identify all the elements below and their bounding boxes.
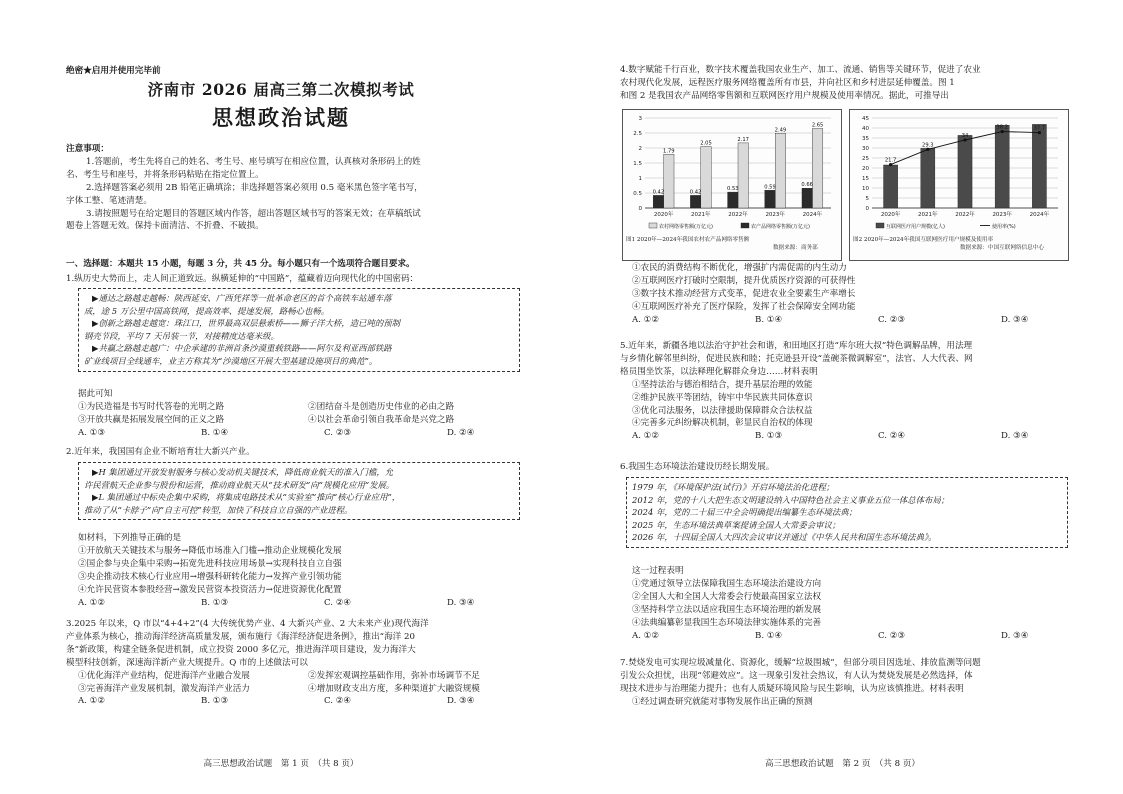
answer-choice: B. ①④ [201, 427, 229, 438]
material-line: 1979 年，《环境保护法(试行)》开启环境法治化进程； [632, 482, 835, 492]
question-6-options [632, 565, 1123, 642]
answer-choice: C. ②③ [324, 427, 352, 438]
question-3-line: 条”新政策，构建全链条促进机制，成立投资 2000 多亿元，推进海洋项目建设，发力海洋大 [66, 644, 416, 655]
notes-line: 字体工整、笔迹清楚。 [66, 195, 152, 206]
answer-choice: D. ③④ [1001, 314, 1029, 325]
bar [995, 125, 1009, 208]
question-4-line: 农村现代化发展，远程医疗服务网络覆盖所有市县，并向社区和乡村进层延伸覆盖。图 1 [620, 77, 955, 88]
secret-label: 绝密★启用并使用完毕前 [66, 66, 161, 76]
material-line: ▶通达之路越走越畅：陕西延安、广西凭祥等一批革命老区的首个高铁车站通车落 [92, 293, 392, 303]
answer-choice: B. ①③ [201, 696, 229, 707]
option: ②全国人大和全国人大常委会行使最高国家立法权 [632, 591, 822, 602]
bar [653, 195, 663, 208]
question-4-line: 和图 2 是我国农产品网络零售额和互联网医疗用户规模及使用率情况。据此，可推导出 [620, 90, 949, 101]
y-tick-label: 10 [862, 186, 869, 192]
option: ③央企推动技术核心行业应用→增强科研转化能力→发挥产业引领功能 [78, 571, 342, 582]
option: ④增加财政支出方度，多种渠道扩大融资规模 [308, 683, 480, 694]
material-line: 许民营航天企业参与股份和运营，推动商业航天从“技术研发”向“规模化应用”发展。 [84, 479, 395, 490]
notes-line: 2.选择题答案必须用 2B 铅笔正确填涂；非选择题答案必须用 0.5 毫米黑色签字笔书写， [86, 182, 423, 193]
question-7-line: 7.焚烧发电可实现垃圾减量化、资源化，缓解“垃圾围城”，但部分项目因选址、排放监测等问题 [620, 658, 981, 668]
option: ①为民造福是书写时代答卷的光明之路 [78, 401, 225, 412]
material-line: 2025 年，生态环境法典草案提请全国人大常委会审议； [632, 519, 841, 530]
legend-label: 农村网络零售额(万亿元) [659, 224, 713, 230]
option: ①坚持法治与德治相结合，提升基层治理的效能 [632, 379, 813, 390]
y-tick-label: 35 [862, 136, 869, 142]
y-tick-label: 20 [862, 166, 869, 172]
data-label: 2.17 [737, 136, 749, 143]
question-6-lead: 这一过程表明 [632, 566, 684, 576]
legend-swatch [649, 223, 657, 228]
data-label: 0.42 [689, 189, 702, 196]
figure-2-plot [850, 110, 1068, 238]
question-5-line: 与乡情化解邻里纠纷，促进民族和睦；托克逊县开设“盖碗茶微调解室”，法官、人大代表、网 [620, 353, 973, 364]
data-label: 34 [961, 133, 969, 139]
material-line: ▶创新之路越走越宽：珠江口，世界最高双层悬索桥——狮子洋大桥，造已吨的预制 [92, 318, 400, 329]
x-tick-label: 2021年 [691, 212, 711, 218]
question-6-material-box [626, 477, 1068, 548]
answer-choice: B. ①③ [201, 597, 229, 608]
answer-choice: D. ②④ [447, 427, 475, 438]
answer-choice: D. ③④ [447, 597, 475, 608]
data-label: 1.79 [663, 148, 675, 155]
section-heading: 一、选择题：本题共 15 小题，每题 3 分，共 45 分。每小题只有一个选项符合题目要求。 [66, 259, 415, 269]
option: ①经过调查研究就能对事物发展作出正确的预测 [632, 696, 813, 707]
figure-2-source: 数据来源：中国互联网络信息中心 [960, 245, 1044, 251]
y-tick-label: 45 [862, 116, 869, 122]
question-3-line: 模型科技创新，深速海洋新产业大规提升。Q 市的上述做法可以 [66, 657, 308, 668]
page-footer: 高三思想政治试题 第 2 页 （共 8 页） [764, 759, 921, 769]
option: ①党通过领导立法保障我国生态环境法治建设方向 [632, 578, 822, 589]
bar [664, 154, 674, 208]
notes-line: 名、考生号和座号，并将条形码粘贴在指定位置上。 [66, 169, 264, 180]
data-label: 0.53 [727, 186, 739, 193]
legend-swatch [876, 223, 884, 228]
option: ③坚持科学立法以适应我国生态环境治理的新发展 [632, 604, 822, 615]
y-tick-label: 30 [862, 146, 869, 152]
data-label: 0.42 [652, 189, 665, 196]
data-label: 38.2 [996, 124, 1008, 131]
y-tick-label: 0 [865, 206, 869, 212]
option: ④完善多元纠纷解决机制，彰显民自治权的体现 [632, 418, 813, 429]
legend-swatch [741, 223, 749, 228]
bar [1032, 124, 1046, 208]
figure-2-chart [849, 109, 1069, 261]
answer-choice: B. ①③ [755, 431, 783, 442]
question-2-lead: 如材料，下列推导正确的是 [78, 533, 182, 543]
option: ④法典编纂彰显我国生态环境法律实施体系的完善 [632, 617, 822, 628]
option: ④允许民营资本参股经营→激发民营资本投资活力→促进资源优化配置 [78, 584, 342, 595]
question-2-stem: 2.近年来，我国国有企业不断培育壮大新兴产业。 [66, 447, 255, 457]
material-line: ▶H 集团通过开放发射服务与核心发动机关键技术，降低商业航天的准入门槛，允 [92, 467, 394, 477]
x-tick-label: 2021年 [918, 212, 938, 218]
data-label: 0.59 [764, 184, 776, 191]
question-7-line: 引发公众担忧，出现“邻避效应”。这一现象引发社会热议，有人认为焚烧发展是必然选择，体 [620, 670, 973, 681]
answer-choice: B. ①④ [755, 314, 783, 325]
bar [701, 147, 711, 209]
material-line: 2012 年，党的十八大把生态文明建设纳入中国特色社会主义事业五位一体总体布局； [632, 494, 950, 505]
data-label: 0.66 [801, 182, 813, 189]
y-tick-label: 5 [865, 196, 869, 202]
x-tick-label: 2024年 [802, 212, 823, 218]
figure-1-plot [623, 110, 841, 238]
material-line: 2026 年，十四届全国人大四次会议审议并通过《中华人民共和国生态环境法典》。 [632, 532, 937, 543]
option: ②国企参与央企集中采购→拓宽先进科技应用场景→实现科技自立自强 [78, 558, 342, 569]
y-tick-label: 0.5 [633, 191, 642, 197]
data-label: 2.65 [811, 122, 824, 129]
question-1-options [78, 388, 570, 440]
y-tick-label: 1 [638, 176, 642, 182]
option: ②发挥宏观调控基础作用，弥补市场调节不足 [308, 670, 480, 681]
answer-choice: D. ③④ [1001, 630, 1029, 641]
figure-1-source: 数据来源：商务部 [773, 245, 818, 251]
question-7 [620, 657, 981, 709]
material-line: 2024 年，党的二十届三中全会明确提出编纂生态环境法典； [632, 507, 857, 518]
exam-title: 济南市 2026 届高三第二次模拟考试 [147, 80, 415, 99]
figure-1-caption: 图1 2020年—2024年我国农村农产品网络零售额 [626, 237, 750, 243]
notes-line: 3.请按照题号在给定题目的答题区域内作答，超出答题区域书写的答案无效；在草稿纸试 [86, 208, 421, 219]
x-tick-label: 2022年 [955, 212, 975, 218]
question-5 [620, 340, 1123, 443]
y-tick-label: 25 [862, 156, 869, 162]
material-line: ▶L 集团通过中标央企集中采购，将集成电路技术从“实验室”推向“核心行业应用”， [92, 492, 401, 503]
answer-choice: C. ②③ [878, 314, 906, 325]
option: ③开放共赢是拓展发展空间的正义之路 [78, 414, 225, 425]
question-4-line: 4.数字赋能千行百业，数字技术覆盖我国农业生产、加工、流通、销售等关键环节，促进了农业 [620, 65, 981, 75]
question-1-lead: 据此可知 [78, 389, 113, 399]
y-tick-label: 2.5 [633, 131, 642, 137]
bar [765, 190, 775, 208]
notes [66, 143, 423, 233]
option: ④互联网医疗补充了医疗保险，发挥了社会保障安全网功能 [632, 301, 856, 312]
x-tick-label: 2023年 [992, 212, 1012, 218]
material-line: 成，途 5 万公里中国高铁网，提高效率、提速发展，路畅心也畅。 [84, 305, 330, 316]
question-5-line: 格员围坐饮茶，以法释理化解群众身边……材料表明 [620, 366, 818, 377]
question-4-options [632, 262, 1123, 327]
subject-title: 思想政治试题 [212, 105, 350, 130]
option: ①优化海洋产业结构，促进海洋产业融合发展 [78, 670, 250, 681]
y-tick-label: 1.5 [633, 161, 642, 167]
bar [921, 148, 935, 208]
question-2-options [78, 532, 570, 609]
question-1-stem: 1.纵历史大势而上，走人间正道致远。纵横延伸的“中国路”，蕴藏着迈向现代化的中国密码： [66, 274, 419, 284]
question-4 [620, 64, 981, 103]
answer-choice: A. ①③ [78, 427, 106, 438]
bar [738, 143, 748, 208]
data-label: 2.05 [700, 140, 712, 147]
figure-2-caption: 图2 2020年—2024年我国互联网医疗用户规模及使用率 [853, 237, 994, 243]
x-tick-label: 2023年 [765, 212, 785, 218]
question-5-line: 5.近年来，新疆各地以法治守护社会和谐，和田地区打造“库尔班大叔”特色调解品牌，用法理 [620, 341, 973, 351]
legend-label: 互联网医疗用户规模(亿人) [886, 224, 945, 230]
answer-choice: A. ①② [78, 597, 106, 608]
x-tick-label: 2020年 [653, 212, 674, 218]
question-3-line: 产业体系为核心，推动海洋经济高质量发展，颁布施行《海洋经济促进条例》，推出“海洋 20 [66, 631, 415, 642]
question-7-line: 现技术进步与治理能力提升；也有人质疑环境风险与民生影响，认为应该慎推进。材料表明 [620, 683, 964, 694]
y-tick-label: 15 [862, 176, 869, 182]
notes-line: 1.答题前，考生先将自己的姓名、考生号、座号填写在相应位置，认真核对条形码上的姓 [86, 156, 421, 167]
y-tick-label: 0 [638, 206, 642, 212]
bar [884, 165, 898, 208]
answer-choice: A. ①② [632, 431, 660, 442]
question-2-material-box [78, 462, 520, 520]
bar [802, 188, 812, 208]
x-tick-label: 2022年 [728, 212, 748, 218]
data-label: 29.3 [922, 142, 934, 149]
page-footer: 高三思想政治试题 第 1 页 （共 8 页） [203, 759, 359, 769]
bar [775, 133, 785, 208]
y-tick-label: 2 [638, 146, 642, 152]
answer-choice: C. ②④ [324, 696, 352, 707]
answer-choice: A. ①② [78, 696, 106, 707]
x-tick-label: 2020年 [880, 212, 901, 218]
notes-heading: 注意事项： [66, 144, 109, 154]
material-line: ▶共赢之路越走越广：中企承建的非洲首条沙漠重载铁路——阿尔及利亚西部铁路 [92, 343, 392, 354]
answer-choice: A. ①② [632, 630, 660, 641]
answer-choice: C. ②④ [878, 431, 906, 442]
option: ①开放航天关键技术与服务→降低市场准入门槛→推动企业规模化发展 [78, 545, 342, 556]
option: ③优化司法服务，以法律援助保障群众合法权益 [632, 405, 813, 416]
answer-choice: C. ②③ [878, 630, 906, 641]
legend-label: 农产品网络零售额(万亿元) [751, 224, 810, 230]
bar [812, 129, 822, 209]
bar [958, 135, 972, 208]
material-line: 钢壳节段，平均 7 天吊装一节，对接精度达毫米级。 [84, 330, 279, 341]
notes-line: 题卷上答题无效。保持卡面清洁、不折叠、不破损。 [66, 221, 264, 232]
question-3-line: 3.2025 年以来，Q 市以“4+4+2”(4 大传统优势产业、4 大新兴产业、2 大未来产业)现代海洋 [66, 619, 429, 629]
x-tick-label: 2024年 [1029, 212, 1050, 218]
option: ①农民的消费结构不断优化，增强扩内需促需的内生动力 [632, 263, 847, 273]
question-1-material-box [78, 288, 520, 372]
option: ④以社会革命引领自我革命是兴党之路 [308, 414, 455, 425]
option: ②互联网医疗打破时空限制，提升优质医疗资源的可获得性 [632, 275, 856, 286]
bar [690, 195, 700, 208]
data-label: 21.7 [884, 157, 897, 164]
option: ③数字技术推动经营方式变革，促进农业全要素生产率增长 [632, 288, 856, 299]
material-line: 矿业线项目全线通车，业主方称其为“沙漠地区开展大型基建设施项目的典范”。 [84, 355, 378, 366]
bar [728, 192, 738, 208]
data-label: 37.7 [1033, 125, 1046, 132]
question-6-stem: 6.我国生态环境法治建设历经长期发展。 [620, 462, 775, 472]
question-3 [66, 618, 570, 708]
option: ③完善海洋产业发展机制，激发海洋产业活力 [78, 683, 250, 694]
option: ②团结奋斗是创造历史伟业的必由之路 [308, 401, 455, 412]
legend-label: 使用率(%) [992, 224, 1016, 230]
answer-choice: A. ①② [632, 314, 660, 325]
answer-choice: D. ③④ [1001, 431, 1029, 442]
option: ②维护民族平等团结，铸牢中华民族共同体意识 [632, 392, 813, 403]
data-label: 2.49 [774, 127, 787, 134]
y-tick-label: 3 [638, 116, 642, 122]
answer-choice: B. ①④ [755, 630, 783, 641]
page-2 [562, 0, 1123, 794]
answer-choice: C. ②④ [324, 597, 352, 608]
y-tick-label: 40 [862, 126, 869, 132]
answer-choice: D. ③④ [447, 696, 475, 707]
figure-1-chart [622, 109, 842, 261]
material-line: 推动了从“卡脖子”向“自主可控”转型，加快了科技自立自强的产业进程。 [84, 504, 353, 515]
